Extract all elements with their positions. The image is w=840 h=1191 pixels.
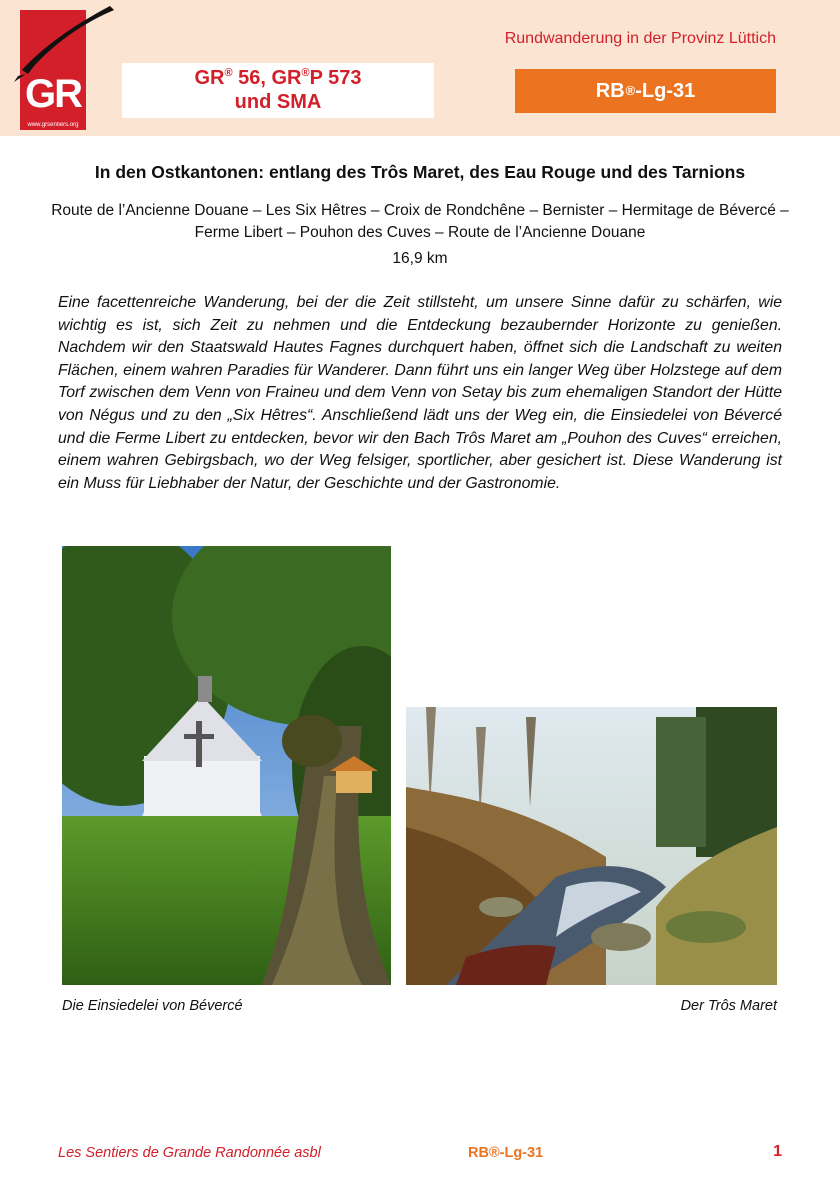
page-title: In den Ostkantonen: entlang des Trôs Maret, des Eau Rouge und des Tarnions: [94, 162, 746, 182]
photo-caption: Die Einsiedelei von Béverсé: [62, 998, 243, 1014]
footer-route-code: RB®-Lg-31: [468, 1145, 544, 1161]
photo-tros-maret: [406, 707, 777, 985]
logo-text: GR: [25, 72, 81, 116]
footer-organization: Les Sentiers de Grande Randonnée asbl: [58, 1145, 321, 1161]
photo-caption: Der Trôs Maret: [680, 998, 777, 1014]
route-code-badge: RB ® -Lg-31: [515, 69, 776, 113]
region-label: Rundwanderung in der Provinz Lüttich: [504, 30, 776, 47]
route-designation-line1: GR® 56, GR®P 573: [194, 67, 362, 89]
logo-url: www.grsentiers.org: [27, 122, 79, 128]
route-description: Route de l’Ancienne Douane – Les Six Hêtres – Croix de Rondchêne – Bernister – Hermitage de Bévercé – Ferme Libert – Pouhon des Cuves – Route de l’Ancienne Douane: [51, 202, 789, 241]
gr-logo: [20, 10, 86, 130]
intro-paragraph: Eine facettenreiche Wanderung, bei der die Zeit stillsteht, um unsere Sinne dafür zu schärfen, wie wichtig es ist, sich Zeit zu nehmen und die Entdeckung bezaubernder Horizonte zu genießen. Nachdem wir den Staatswald Hautes Fagnes durchquert haben, öffnet sich die Landschaft zu weiten Flächen, einem wahren Paradies für Wanderer. Dann führt uns ein langer Weg über Holzstege auf dem Torf zwischen dem Venn von Fraineu und dem Venn von Setay bis zum ehemaligen Standort der Hütte von Négus und zu den „Six Hêtres“. Anschließend lädt uns der Weg ein, die Einsiedelei von Béverсé und die Ferme Libert zu entdecken, bevor wir den Bach Trôs Maret am „Pouhon des Cuves“ erreichen, einem wahren Gebirgsbach, wo der Weg felsiger, sportlicher, aber gesichert ist. Diese Wanderung ist ein Muss für Liebhaber der Natur, der Geschichte und der Gastronomie.: [58, 294, 782, 492]
route-distance: 16,9 km: [392, 250, 448, 267]
route-designation-box: [122, 63, 434, 118]
photo-hermitage: [62, 546, 391, 985]
page-number: 1: [773, 1143, 782, 1160]
route-designation-line2: und SMA: [234, 91, 322, 113]
